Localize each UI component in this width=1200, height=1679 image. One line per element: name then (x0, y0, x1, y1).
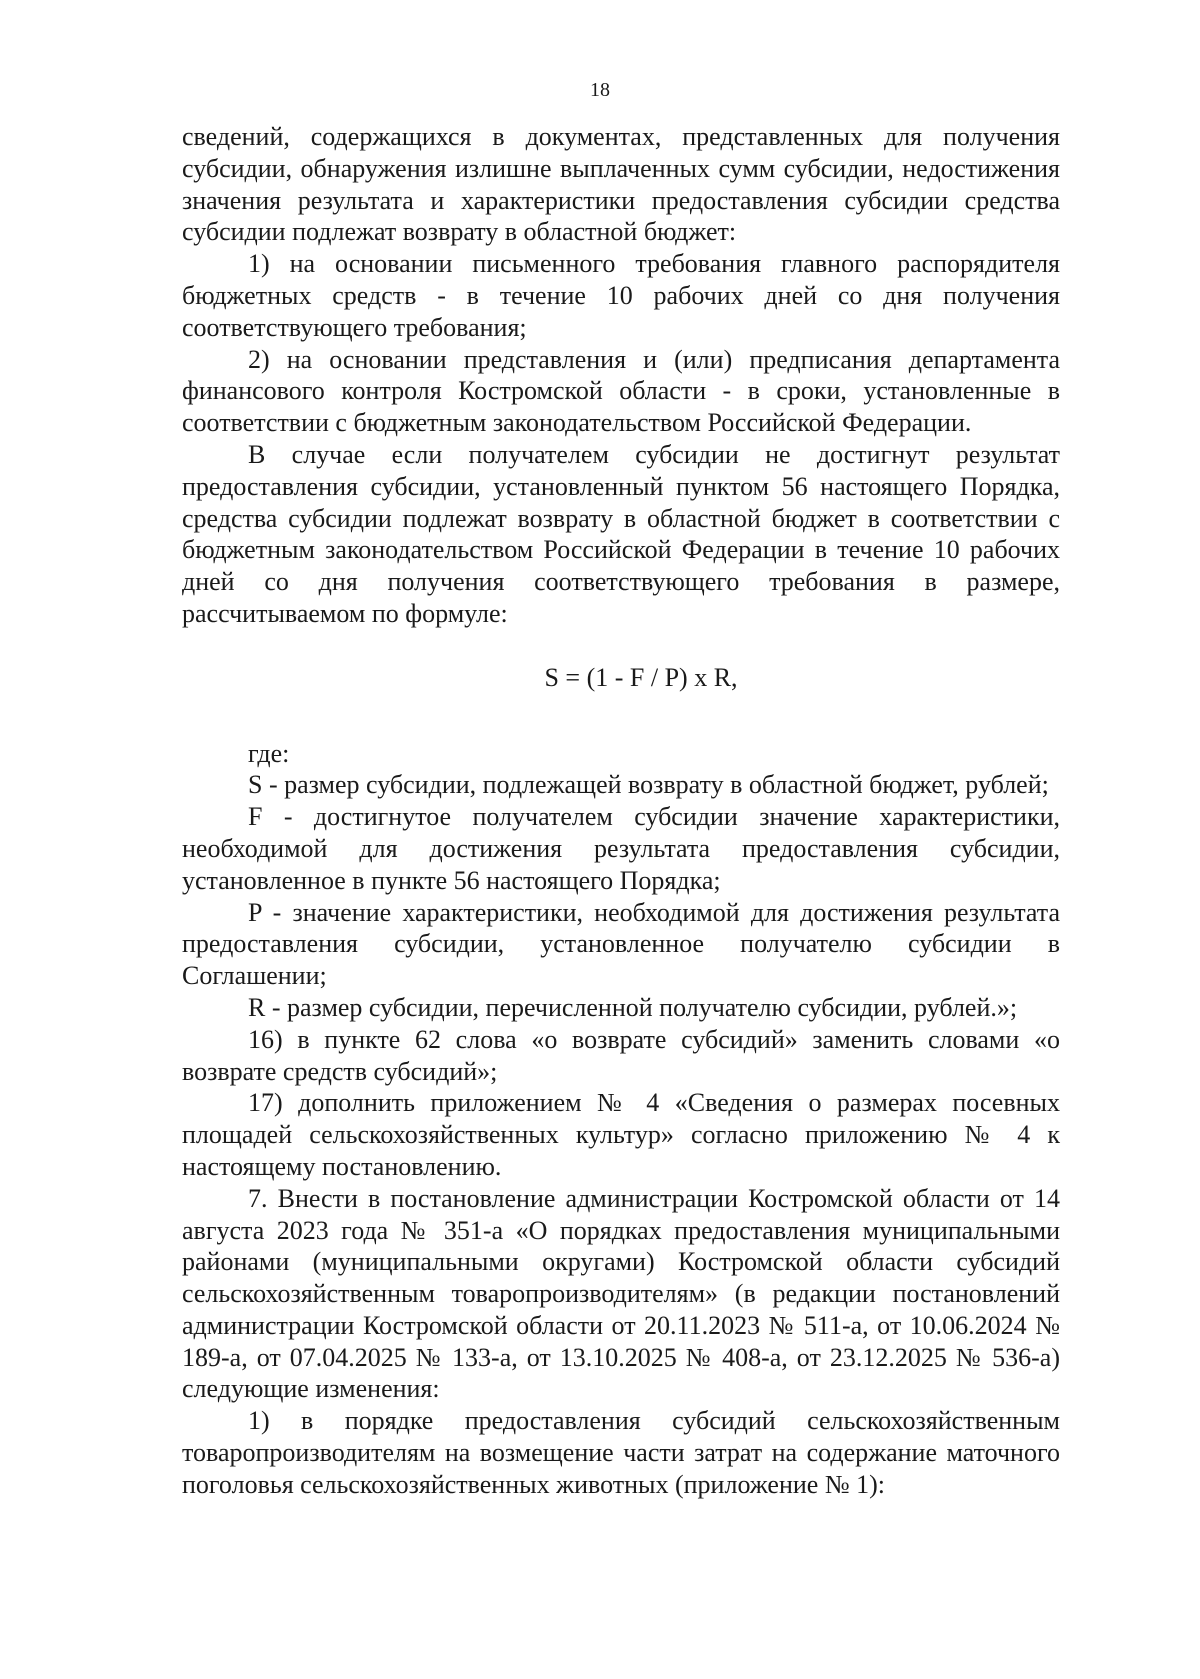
page-number: 18 (590, 79, 610, 101)
formula: S = (1 - F / P) x R, (544, 662, 738, 692)
definition-f: F - достигнутое получателем субсидии значение характеристики, необходимой для достижения результата предоставления субсидии, установленное в пункте 56 настоящего Порядка; (182, 802, 1060, 895)
definitions-intro: где: (248, 738, 290, 768)
paragraph: 1) в порядке предоставления субсидий сельскохозяйственным товаропроизводителям на возмещение части затрат на содержание маточного поголовья сельскохозяйственных животных (приложение № 1): (182, 1406, 1060, 1499)
paragraph: сведений, содержащихся в документах, представленных для получения субсидии, обнаружения излишне выплаченных сумм субсидии, недостижения значения результата и характеристики предоставления субсидии средства субсидии подлежат возврату в областной бюджет: (182, 122, 1060, 247)
definition-s: S - размер субсидии, подлежащей возврату в областной бюджет, рублей; (248, 770, 1049, 800)
document-body (182, 121, 1060, 1501)
definition-p: P - значение характеристики, необходимой для достижения результата предоставления субсидии, установленное получателю субсидии в Соглашении; (182, 897, 1060, 991)
paragraph: 2) на основании представления и (или) предписания департамента финансового контроля Костромской области - в сроки, установленные в соответствии с бюджетным законодательством Российской Федерации. (182, 344, 1060, 438)
paragraph: 1) на основании письменного требования главного распорядителя бюджетных средств - в течение 10 рабочих дней со дня получения соответствующего требования; (182, 249, 1060, 342)
paragraph: 17) дополнить приложением № 4 «Сведения о размерах посевных площадей сельскохозяйственных культур» согласно приложению № 4 к настоящему постановлению. (182, 1088, 1060, 1181)
definition-r: R - размер субсидии, перечисленной получателю субсидии, рублей.»; (248, 992, 1018, 1022)
paragraph: 16) в пункте 62 слова «о возврате субсидий» заменить словами «о возврате средств субсидий»; (182, 1024, 1060, 1086)
paragraph: 7. Внести в постановление администрации Костромской области от 14 августа 2023 года № 351-а «О порядках предоставления муниципальными районами (муниципальными округами) Костромской области субсидий сельскохозяйственным товаропроизводителям» (в редакции постановлений администрации Костромской области от 20.11.2023 № 511-а, от 10.06.2024 № 189-а, от 07.04.2025 № 133-а, от 13.10.2025 № 408-а, от 23.12.2025 № 536-а) следующие изменения: (182, 1183, 1060, 1404)
paragraph: В случае если получателем субсидии не достигнут результат предоставления субсидии, установленный пунктом 56 настоящего Порядка, средства субсидии подлежат возврату в областной бюджет в соответствии с бюджетным законодательством Российской Федерации в течение 10 рабочих дней со дня получения соответствующего требования в размере, рассчитываемом по формуле: (182, 439, 1060, 628)
